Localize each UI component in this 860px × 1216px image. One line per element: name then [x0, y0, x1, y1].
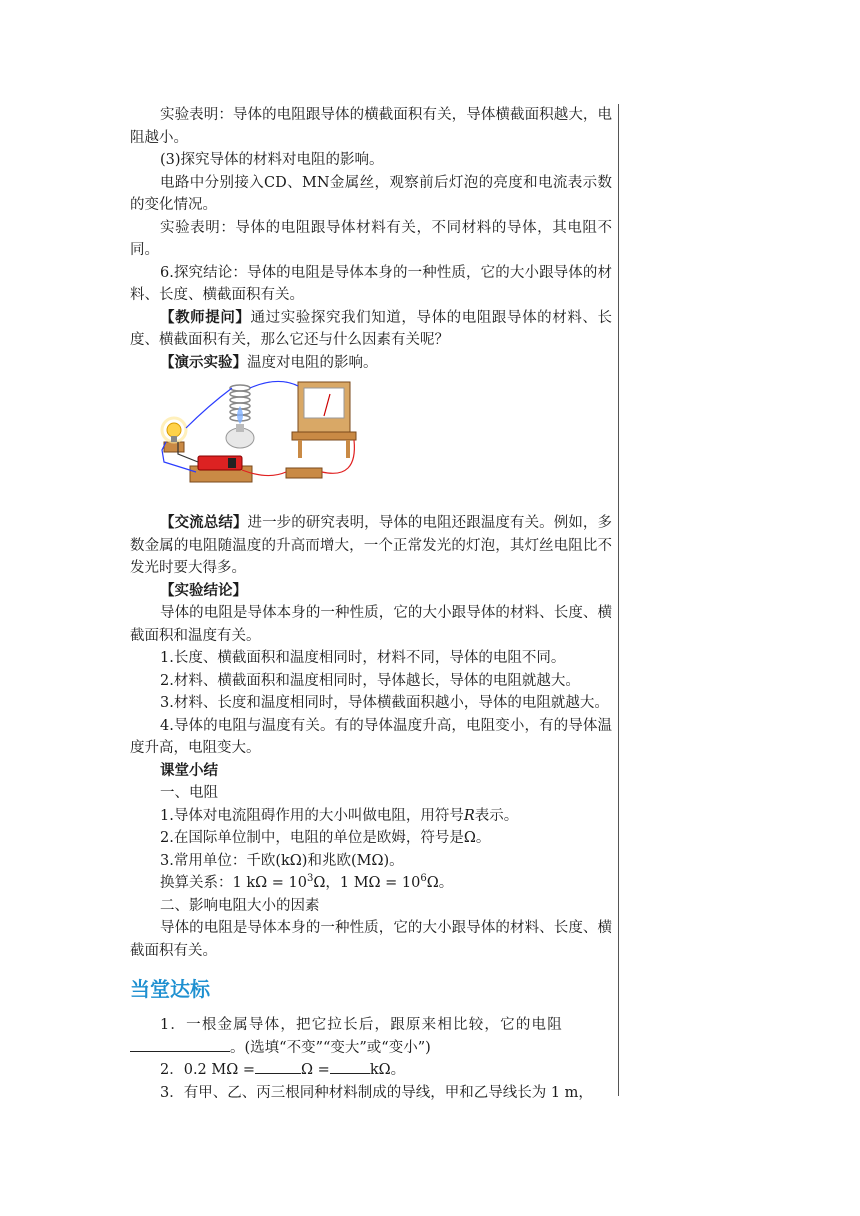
summary-part2: 二、影响电阻大小的因素	[160, 897, 320, 914]
conversion-relation	[130, 872, 612, 895]
conclusion-intro: 导体的电阻是导体本身的一种性质，它的大小跟导体的材料、长度、横截面积和温度有关。	[130, 605, 612, 644]
circuit-figure	[158, 376, 378, 506]
demo-experiment	[130, 352, 612, 375]
paragraph: 6.探究结论：导体的电阻是导体本身的一种性质，它的大小跟导体的材料、长度、横截面积有关。	[130, 264, 612, 303]
question-2-text: Ω =	[301, 1062, 330, 1078]
conclusion-item: 4.导体的电阻与温度有关。有的导体温度升高，电阻变小，有的导体温度升高，电阻变大。	[130, 717, 612, 756]
experiment-illustration	[130, 376, 610, 508]
answer-blank[interactable]	[130, 1037, 230, 1052]
demo-label: 【演示实验】	[160, 353, 247, 371]
question-2	[130, 1059, 612, 1082]
question-3: 3．有甲、乙、丙三根同种材料制成的导线，甲和乙导线长为 1 m，	[160, 1084, 593, 1101]
summary-item2: 2.在国际单位制中，电阻的单位是欧姆，符号是Ω。	[160, 830, 491, 846]
exchange-summary-label: 【交流总结】	[160, 514, 248, 531]
conversion-text: Ω，1 MΩ = 10	[313, 875, 421, 891]
paragraph: 电路中分别接入CD、MN金属丝，观察前后灯泡的亮度和电流表示数的变化情况。	[130, 174, 612, 213]
question-1	[130, 1014, 612, 1037]
summary-item1-tail: 表示。	[474, 807, 519, 824]
answer-blank[interactable]	[255, 1059, 301, 1074]
question-2-text: kΩ。	[369, 1062, 406, 1078]
paragraph: 实验表明：导体的电阻跟导体的横截面积有关，导体横截面积越大，电阻越小。	[130, 107, 612, 146]
exchange-summary-text: 进一步的研究表明，导体的电阻还跟温度有关。例如，多数金属的电阻随温度的升高而增大，一个正常发光的灯泡，其灯丝电阻比不发光时要大得多。	[130, 515, 612, 576]
exponent: 6	[420, 873, 427, 885]
exchange-summary	[130, 512, 612, 580]
question-2-text: 2．0.2 MΩ =	[160, 1062, 256, 1078]
summary-item1	[130, 805, 612, 828]
summary-part1: 一、电阻	[160, 785, 218, 801]
conclusion-item: 3.材料、长度和温度相同时，导体横截面积越小，导体的电阻就越大。	[160, 695, 609, 711]
question-1-cont	[130, 1037, 612, 1060]
exponent: 3	[306, 873, 314, 885]
answer-blank[interactable]	[330, 1059, 370, 1074]
demo-text: 温度对电阻的影响。	[247, 354, 378, 371]
paragraph: (3)探究导体的材料对电阻的影响。	[160, 152, 384, 168]
conclusion-label: 【实验结论】	[160, 581, 247, 599]
question-1-options: 。(选填“不变”“变大”或“变小”)	[230, 1039, 431, 1056]
conversion-text: 换算关系：1 kΩ = 10	[160, 875, 307, 891]
summary-part2-text: 导体的电阻是导体本身的一种性质，它的大小跟导体的材料、长度、横截面积有关。	[130, 920, 612, 959]
right-margin-rule	[618, 104, 619, 1096]
teacher-question-text: 通过实验探究我们知道，导体的电阻跟导体的材料、长度、横截面积有关，那么它还与什么因素有关呢？	[130, 309, 613, 348]
teacher-question-label: 【教师提问】	[160, 308, 251, 326]
conclusion-item: 1.长度、横截面积和温度相同时，材料不同，导体的电阻不同。	[160, 650, 566, 666]
summary-title: 课堂小结	[160, 761, 218, 779]
summary-item3: 3.常用单位：千欧(kΩ)和兆欧(MΩ)。	[160, 852, 404, 869]
question-1-text: 1．一根金属导体，把它拉长后，跟原来相比较，它的电阻	[160, 1017, 563, 1033]
practice-section-title: 当堂达标	[130, 977, 210, 1001]
paragraph: 实验表明：导体的电阻跟导体材料有关，不同材料的导体，其电阻不同。	[130, 219, 612, 258]
conversion-text: Ω。	[426, 875, 454, 891]
resistance-symbol: R	[463, 807, 475, 824]
teacher-question	[130, 307, 612, 352]
conclusion-item: 2.材料、横截面积和温度相同时，导体越长，导体的电阻就越大。	[160, 672, 580, 689]
document-body	[130, 104, 612, 1104]
summary-item1-text: 1.导体对电流阻碍作用的大小叫做电阻，用符号	[160, 807, 464, 824]
